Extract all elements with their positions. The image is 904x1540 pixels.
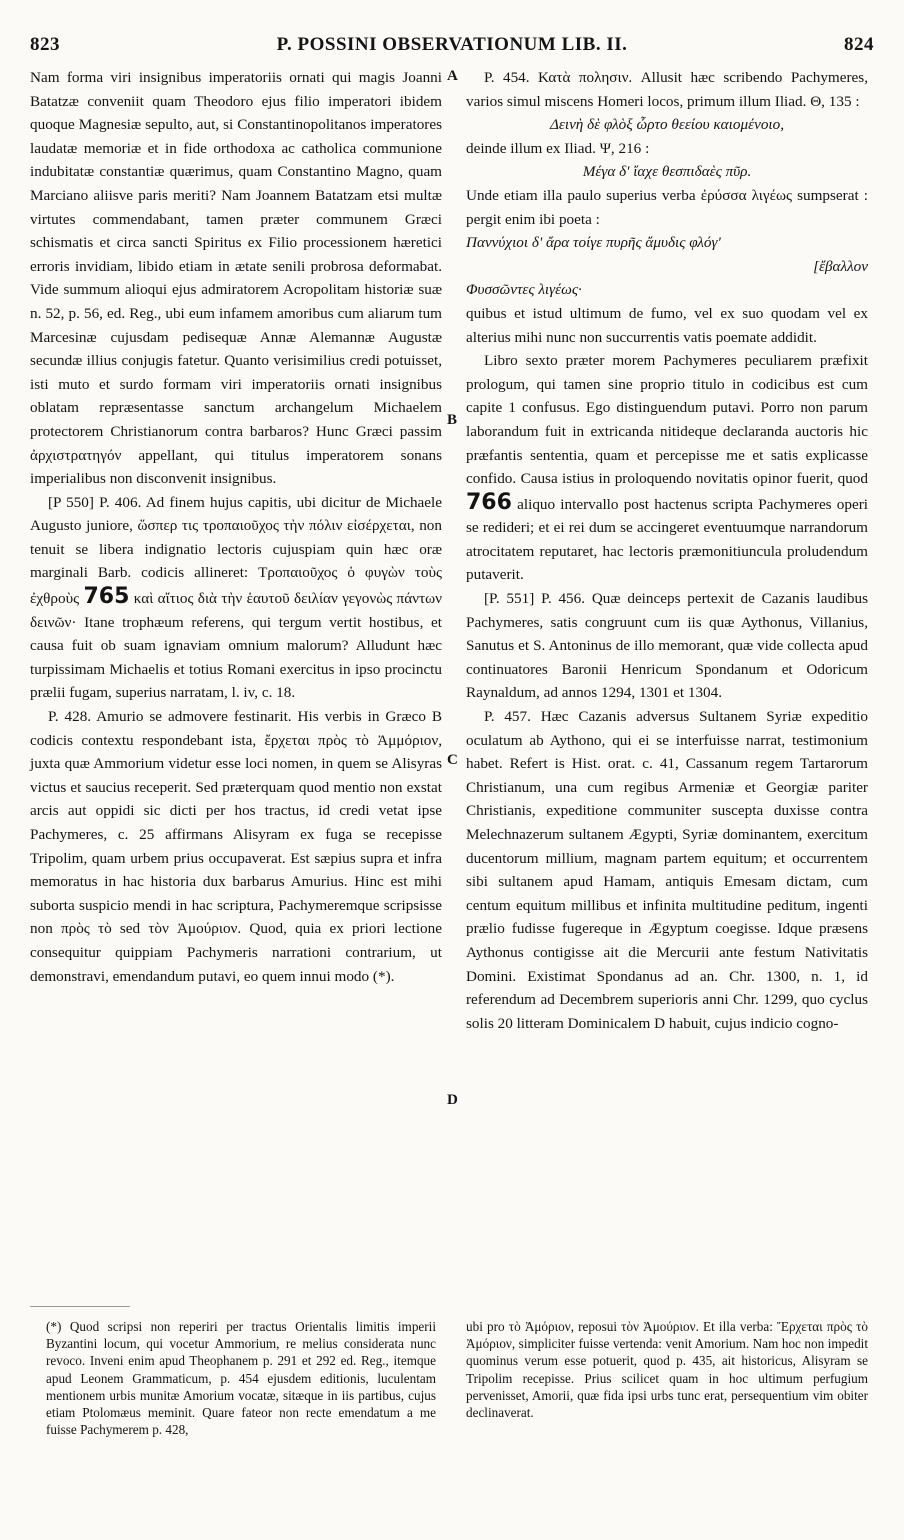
margin-letter: B	[447, 412, 458, 428]
running-title: P. POSSINI OBSERVATIONUM LIB. II.	[276, 34, 628, 55]
paragraph: deinde illum ex Iliad. Ψ, 216 :	[466, 139, 650, 157]
paragraph: P. 457. Hæc Cazanis adversus Sultanem Syriæ expeditio oculatum ab Aythono, qui ei se interfuisse narrat, testimonium habet. Refert is Hist. orat. c. 41, Cassanum regem Tartarorum Christianum, una cum regibus Armeniæ et Georgiæ pariter Christianis, expeditione communiter suscepta duxisse contra Melechnazerum sultanem Ægypti, Syriæ dominantem, exercitum ducentorum millium, magnam partem equitum; et occurrentem sibi sultanem apud Hamam, antiquis Emesam dictam, cum centum equitum millibus et infinita multitudine peditum, ingenti prælio fudisse fugereque in Ægyptum coegisse. Idque præsens Aythonus contigisse ait die Mercurii ante festum Nativitatis Domini. Existimat Spondanus ad an. Chr. 1300, n. 1, id referendum ad Decembrem superioris anni Chr. 1299, quo cyclus solis 20 litteram Dominicalem D habuit, cujus indicio cogno-	[466, 708, 868, 1032]
paragraph-text: aliquo intervallo post hactenus scripta Pachymeres operi se redideri; et ei rei dum se accingeret eventuumque narrandorum atrocitatem reputaret, hac lectoris præmonitiuncula proludendum putaverit.	[466, 495, 868, 584]
running-header	[30, 34, 874, 60]
greek-verse: Μέγα δ' ἴαχε θεσπιδαὲς πῦρ.	[582, 163, 752, 181]
greek-verse: Δεινὴ δὲ φλὸξ ὦρτο θεείου καιομένοιο,	[549, 116, 785, 134]
paragraph-text: [P 550] P. 406. Ad finem hujus capitis, ubi dicitur de Michaele Augusto juniore, ὥσπερ τις τροπαιοῦχος τὴν πόλιν εἰσέρχεται, non tenuit se libera indignatio lectoris cujuspiam quin hæc oræ marginali Barb. codicis allineret: Τροπαιοῦχος ὁ φυγὼν τοὺς ἐχθροὺς	[30, 493, 442, 608]
paragraph: Unde etiam illa paulo superius verba ἐρύσσα λιγέως sumpserat : pergit enim ibi poeta :	[466, 186, 868, 228]
original-page-number: 766	[466, 489, 512, 515]
right-column	[466, 66, 868, 1035]
margin-letter: A	[447, 68, 458, 84]
paragraph: quibus et istud ultimum de fumo, vel ex suo quodam vel ex alterius mihi nunc non succurrentis vatis poemate addidit.	[466, 304, 868, 346]
paragraph: P. 454. Κατὰ πολησιν. Allusit hæc scribendo Pachymeres, varios simul miscens Homeri locos, primum illum Iliad. Θ, 135 :	[466, 69, 868, 110]
paragraph: Nam forma viri insignibus imperatoriis ornati qui magis Joanni Batatzæ conveniit quam Theodoro ejus filio imperatori ibidem quoque Magnesiæ sepulto, aut, si Constantinopolitanos imperatores laudatæ memoriæ et in fide orthodoxa ac catholica communione indubitatæ constantiæ quærimus, quam Constantino Magno, quam Marciano aliisve paris meriti? Nam Joannem Batatzam etsi multæ virtutes commendabant, tamen præter communem Græci schismatis et circa sancti Spiritus ex Filio processionem hæretici erroris invidiam, libido etiam in ætate senili probrosa deformabat. Vide summum alioqui ejus admiratorem Acropolitam historiæ suæ n. 52, p. 56, ed. Reg., ubi eum infamem amoribus cum aliarum tum Marcesinæ cujusdam pedisequæ Annæ Alemannæ Augustæ secundæ illius conjugis fatetur. Quanto verisimilius credi potuisset, isti muto et surdo formam viri imperatoriis ornati insignibus oblatam repræsentasse sanctum archangelum Michaelem protectorem Christianorum contra barbaros? Hunc Græci passim ἀρχιστρατηγόν appellant, qui titulus imperatorem sonans imperialibus non disconvenit insignibus.	[30, 69, 442, 488]
footnote-left	[46, 1318, 436, 1438]
page-number-right: 824	[844, 34, 874, 55]
footnote-right	[466, 1318, 868, 1421]
paragraph-text: καὶ αἴτιος διὰ τὴν ἑαυτοῦ δειλίαν γεγονὼς πάντων δεινῶν· Itane trophæum referens, qui tergum vertit hostibus, et causa fuit ob suam ignaviam omnium malorum? Alludunt hæc turpissimam Michaelis et totius Romani exercitus in ipso procinctu prælii fugam, superius narratam, l. iv, c. 18.	[30, 590, 443, 702]
margin-letter: C	[447, 752, 458, 768]
footnote-text: (*) Quod scripsi non reperiri per tractus Orientalis limitis imperii Byzantini locum, qui vocetur Ammorium, re melius considerata nunc revoco. Inveni enim apud Theophanem p. 291 et 292 ed. Reg., itemque apud Leonem Grammaticum, p. 454 ejusdem editionis, luculentam mentionem urbis munitæ Amorium vocatæ, sitæque in iis partibus, cujus etiam Ptolomæus meminit. Quare fateor non recte emendatum a me fuisse Pachymerem p. 428,	[46, 1319, 436, 1438]
paragraph: [P. 551] P. 456. Quæ deinceps pertexit de Cazanis laudibus Pachymeres, satis congruunt cum iis quæ Aythonus, Villanius, Sanutus et S. Antoninus de illo memorant, quæ vide collecta apud continuatores Baronii Henricum Spondanum et Odoricum Raynaldum, ad annos 1294, 1301 et 1304.	[466, 590, 868, 702]
greek-verse: [ἔβαλλον	[813, 257, 868, 275]
original-page-number: 765	[83, 584, 130, 610]
paragraph	[30, 491, 442, 705]
paragraph-text: Libro sexto præter morem Pachymeres peculiarem præfixit prologum, qui tamen sine proprio titulo in codicibus est cum capite 1 confusus. Ego distinguendum putavi. Porro non parum laborandum fuit in extricanda nitideque declaranda auctoris hic præfantis sententia, quam et percepisse me et satis explicasse confido. Causa istius in proloquendo novitatis opinor fuerit, quod	[466, 352, 868, 488]
paragraph	[466, 349, 868, 587]
greek-verse: Φυσσῶντες λιγέως·	[466, 281, 582, 299]
greek-verse: Παννύχιοι δ' ἄρα τοίγε πυρῆς ἄμυδις φλόγ'	[466, 234, 721, 252]
paragraph: P. 428. Amurio se admovere festinarit. His verbis in Græco B codicis contextu respondebant ista, ἔρχεται πρὸς τὸ Ἀμμόριον, juxta quæ Ammorium videtur esse loci nomen, in quem se Alisyras victus et saucius receperit. Sed præterquam quod mentio non exstat arcis aut oppidi sic dicti per hos tractus, id credi vetat ipse Pachymeres, c. 25 affirmans Alisyram ex fuga se recepisse Tripolim, quam urbem prius occupaverat. Est sæpius supra et infra memoratus in hac historia dux barbarus Amurius. Hinc est mihi suborta suspicio mendi in hac scriptura, Pachymeremque scripsisse non πρὸς τὸ sed τὸν Ἀμούριον. Quod, quia ex priori lectione consequitur quippiam Pachymeris narrationi contrarium, ut demonstravi, emendandum putavi, eo quem innui modo (*).	[30, 708, 442, 985]
margin-letter: D	[447, 1092, 458, 1108]
footnote-rule	[30, 1306, 130, 1307]
footnote-text: ubi pro τὸ Ἀμόριον, reposui τὸν Ἀμούριον. Et illa verba: Ἔρχεται πρὸς τὸ Ἀμόριον, simpliciter fuisse vertenda: venit Amorium. Nam hoc non impedit quominus verum esse potuerit, quod p. 435, ait historicus, Alisyram se Tripolim recepisse. Prius scilicet quam in hoc ultimum perfugium pervenisset, Amorii, quæ fida ipsi urbs tunc erat, persequentium vim obiter declinaverat.	[466, 1319, 868, 1421]
left-column	[30, 66, 442, 988]
page-number-left: 823	[30, 34, 60, 55]
